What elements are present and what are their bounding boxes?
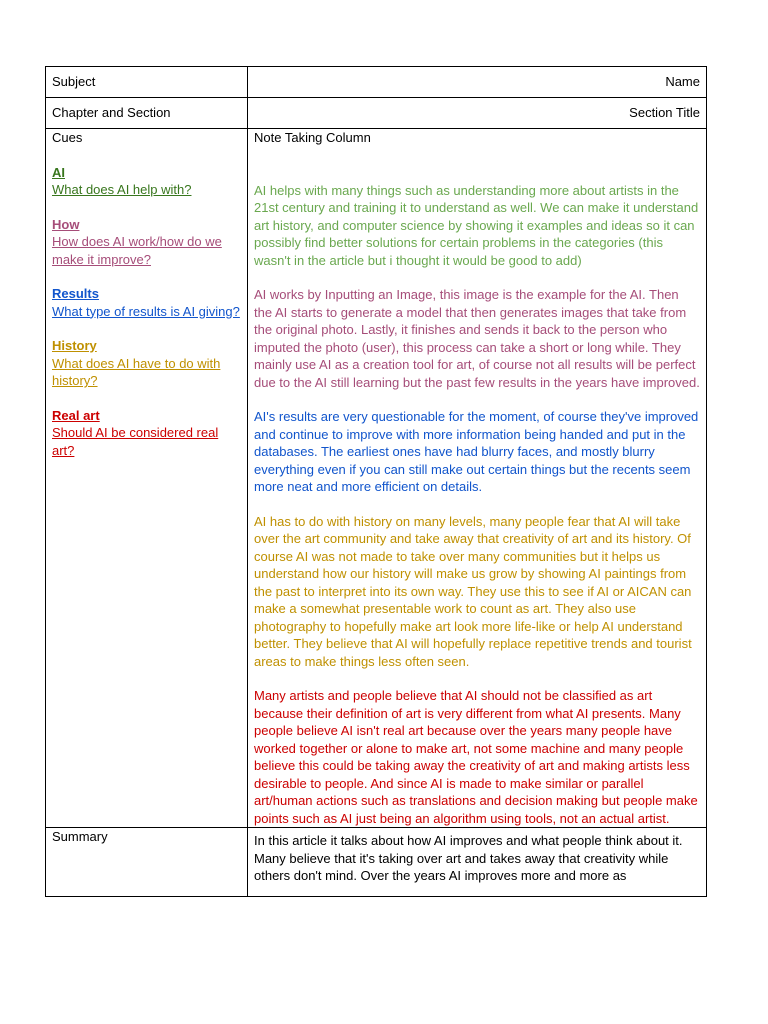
note-paragraph: AI's results are very questionable for the moment, of course they've improved and continue to improve with more information being handed and put in the databases. The earliest ones have had blurry faces, and mostly blurry everything even if you can still make out certain things but the recents seem more neat and more efficient on details. [254,409,699,494]
cue-item [52,407,241,460]
cue-title: Results [52,286,99,301]
cue-item [52,285,241,320]
note-paragraph-list [254,182,700,828]
note-paragraph: AI works by Inputting an Image, this image is the example for the AI. Then the AI starts to generate a model that then generates images that take from the original photo. Lastly, it finishes and sends it back to the person who imputed the photo (user), this process can take a short or long while. They mainly use AI as a creation tool for art, of course not all results will be perfect due to the AI still learning but the past few results in the years have improved. [254,287,700,390]
note-paragraph: Many artists and people believe that AI should not be classified as art because their definition of art is very different from what AI presents. Many people believe AI isn't real art because over the years many people have worked together or alone to make art, not some machine and many people believe this could be taking away the creativity of art and making artists less desirable to people. And since AI is made to make similar or parallel art/human actions such as translations and decision making but people make points such as AI just being an algorithm using tools, not an actual artist. [254,688,698,826]
cues-column [46,129,248,828]
notes-row [46,129,707,828]
cue-question: Should AI be considered real art? [52,425,219,458]
subject-label: Subject [46,67,248,98]
cue-title: History [52,338,97,353]
summary-label: Summary [46,828,248,897]
cue-item [52,216,241,269]
cue-item [52,164,241,199]
cue-question: What type of results is AI giving? [52,303,240,319]
cue-question: How does AI work/how do we make it improve? [52,234,222,267]
summary-cell [248,828,707,897]
cue-question: What does AI have to do with history? [52,355,221,388]
note-taking-column [248,129,707,828]
chapter-row [46,98,707,129]
cues-heading: Cues [52,130,83,145]
chapter-label: Chapter and Section [46,98,248,129]
cue-title: Real art [52,407,100,423]
subject-row [46,67,707,98]
section-title-label: Section Title [248,98,707,129]
summary-text: In this article it talks about how AI improves and what people think about it. Many believe that it's taking over art and takes away that creativity while others don't mind. Over the years AI improves more and more as [254,833,683,883]
summary-row [46,828,707,897]
cue-title: AI [52,164,65,180]
cue-item [52,337,241,390]
note-paragraph: AI has to do with history on many levels, many people fear that AI will take over the art community and take away that creativity of art and its history. Of course AI was not made to take over many communities but it helps us understand how our history will make us grow by showing AI paintings from the past to interpret into its own way. They use this to see if AI or AICAN can make a somewhat presentable work to count as art. They also use photography to hopefully make art look more life-like or help AI understand better. They believe that AI will hopefully replace repetitive trends and tourist areas to make things less often seen. [254,513,692,669]
cue-list [52,164,241,460]
name-label: Name [248,67,707,98]
cue-question: What does AI help with? [52,182,192,197]
note-taking-heading: Note Taking Column [254,130,371,145]
cue-title: How [52,216,80,232]
cornell-notes-table [45,66,707,897]
note-paragraph: AI helps with many things such as understanding more about artists in the 21st century and training it to understand as well. We can make it understand art history, and computer science by showing it examples and ideas so it can possibly find better solutions for certain problems in the categories (this wasn't in the article but i thought it would be good to add) [254,182,699,268]
